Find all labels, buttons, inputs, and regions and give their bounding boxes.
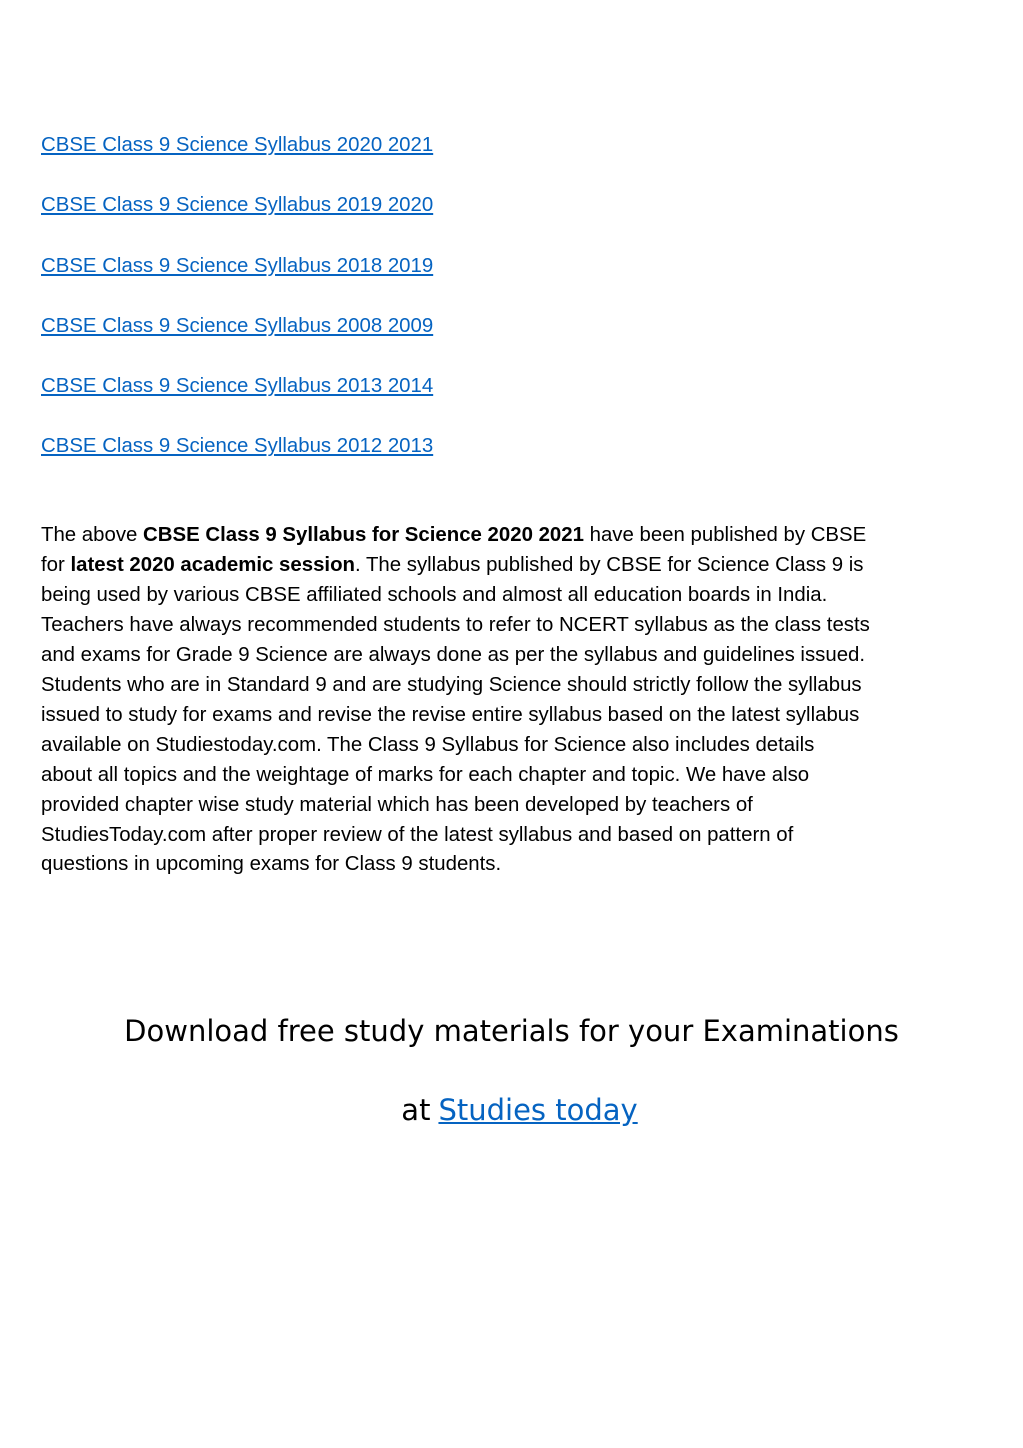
- text: The above: [41, 524, 144, 546]
- paragraph-line: being used by various CBSE affiliated schools and almost all education boards in India.: [41, 583, 828, 606]
- paragraph-line: questions in upcoming exams for Class 9 students.: [41, 853, 502, 876]
- syllabus-link-2020-2021[interactable]: CBSE Class 9 Science Syllabus 2020 2021: [41, 134, 434, 156]
- list-item: [41, 432, 433, 492]
- footer-link-line: [8, 1093, 1023, 1127]
- syllabus-link-2013-2014[interactable]: CBSE Class 9 Science Syllabus 2013 2014: [41, 375, 434, 398]
- description-paragraph: [41, 521, 1023, 880]
- paragraph-line: [41, 551, 1023, 581]
- paragraph-line: about all topics and the weightage of marks for each chapter and topic. We have also: [41, 763, 810, 786]
- bold-syllabus-title: CBSE Class 9 Syllabus for Science 2020 2021: [143, 524, 584, 546]
- paragraph-line: Students who are in Standard 9 and are studying Science should strictly follow the syllabus: [41, 673, 862, 696]
- text: . The syllabus published by CBSE for Science Class 9 is: [354, 553, 864, 576]
- paragraph-line: issued to study for exams and revise the revise entire syllabus based on the latest syllabus: [41, 703, 860, 726]
- syllabus-link-2008-2009[interactable]: CBSE Class 9 Science Syllabus 2008 2009: [41, 314, 434, 337]
- bold-session: latest 2020 academic session: [70, 553, 355, 576]
- studies-today-link[interactable]: Studies today: [438, 1093, 638, 1127]
- paragraph-line: provided chapter wise study material which has been developed by teachers of: [41, 793, 753, 816]
- text: for: [41, 553, 71, 576]
- syllabus-link-2012-2013[interactable]: CBSE Class 9 Science Syllabus 2012 2013: [41, 435, 434, 458]
- paragraph-line: Teachers have always recommended students to refer to NCERT syllabus as the class tests: [41, 613, 870, 636]
- text: have been published by CBSE: [583, 524, 867, 546]
- paragraph-line: [41, 521, 1023, 551]
- list-item: [41, 372, 433, 432]
- list-item: [41, 191, 433, 251]
- list-item: [41, 131, 433, 191]
- syllabus-link-2018-2019[interactable]: CBSE Class 9 Science Syllabus 2018 2019: [41, 254, 434, 277]
- syllabus-link-2019-2020[interactable]: CBSE Class 9 Science Syllabus 2019 2020: [41, 194, 434, 217]
- footer-at-label: at: [401, 1093, 431, 1127]
- paragraph-line: available on Studiestoday.com. The Class 9 Syllabus for Science also includes details: [41, 733, 815, 756]
- paragraph-line: StudiesToday.com after proper review of the latest syllabus and based on pattern of: [41, 823, 794, 846]
- syllabus-link-list: [41, 131, 433, 493]
- paragraph-line: and exams for Grade 9 Science are always done as per the syllabus and guidelines issued.: [41, 643, 866, 666]
- footer-heading: Download free study materials for your Examinations: [124, 1014, 899, 1048]
- list-item: [41, 252, 433, 312]
- list-item: [41, 312, 433, 372]
